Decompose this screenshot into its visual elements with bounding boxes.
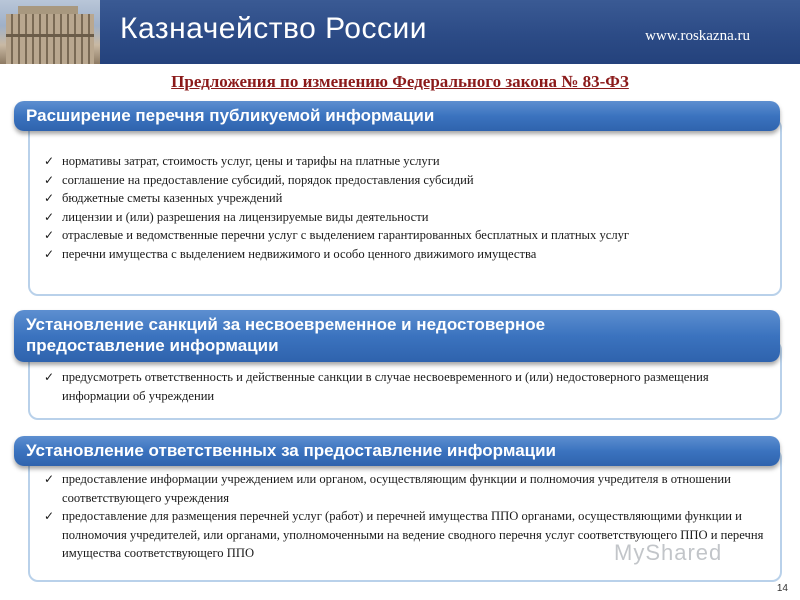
checkmark-icon: ✓: [44, 172, 55, 187]
building-cornice: [6, 34, 94, 37]
site-url: www.roskazna.ru: [645, 28, 750, 44]
section-2-title: Установление санкций за несвоевременное и недостоверное предоставление информации: [14, 310, 780, 362]
header-bar: [0, 0, 800, 64]
section-1-list: [40, 152, 774, 264]
list-item: ✓ бюджетные сметы казенных учреждений: [40, 189, 774, 208]
list-item: ✓ предусмотреть ответственность и действенные санкции в случае несвоевременного и (или) недостоверного размещения информации об учреждении: [44, 370, 709, 403]
list-item: ✓ предоставление для размещения перечней услуг (работ) и перечней имущества ППО органами, осуществляющими функции и полномочия учредителей, или органами, уполномоченными на ведение сводного перечня услуг соответствующего ППО и перечня имущества соответствующего ППО: [44, 509, 764, 561]
building-photo: [0, 0, 100, 64]
section-2-list: [40, 368, 774, 405]
checkmark-icon: ✓: [44, 509, 55, 524]
checkmark-icon: ✓: [44, 246, 55, 261]
list-item: ✓ нормативы затрат, стоимость услуг, цены и тарифы на платные услуги: [40, 152, 774, 171]
building-facade: [6, 14, 94, 64]
section-3-title: Установление ответственных за предоставление информации: [14, 436, 780, 466]
section-1-title: Расширение перечня публикуемой информации: [14, 101, 780, 131]
list-item: ✓ лицензии и (или) разрешения на лицензируемые виды деятельности: [40, 208, 774, 227]
checkmark-icon: ✓: [44, 154, 55, 168]
checkmark-icon: ✓: [44, 472, 55, 486]
watermark: MyShared: [614, 540, 723, 565]
page-number: 14: [776, 583, 788, 594]
page-title: Казначейство России: [120, 12, 427, 45]
list-item: ✓ соглашение на предоставление субсидий, порядок предоставления субсидий: [40, 171, 774, 190]
list-item: ✓ отраслевые и ведомственные перечни услуг с выделением гарантированных бесплатных и платных услуг: [40, 226, 774, 245]
slide-subtitle: Предложения по изменению Федерального закона № 83-ФЗ: [171, 72, 629, 91]
checkmark-icon: ✓: [44, 209, 55, 224]
checkmark-icon: ✓: [44, 191, 55, 206]
section-1-box: [28, 118, 782, 296]
checkmark-icon: ✓: [44, 370, 55, 384]
checkmark-icon: ✓: [44, 228, 55, 243]
list-item: ✓ предоставление информации учреждением или органом, осуществляющим функции и полномочия учредителя в отношении соответствующего учреждения: [44, 472, 731, 505]
list-item: ✓ перечни имущества с выделением недвижимого и особо ценного движимого имущества: [40, 245, 774, 264]
